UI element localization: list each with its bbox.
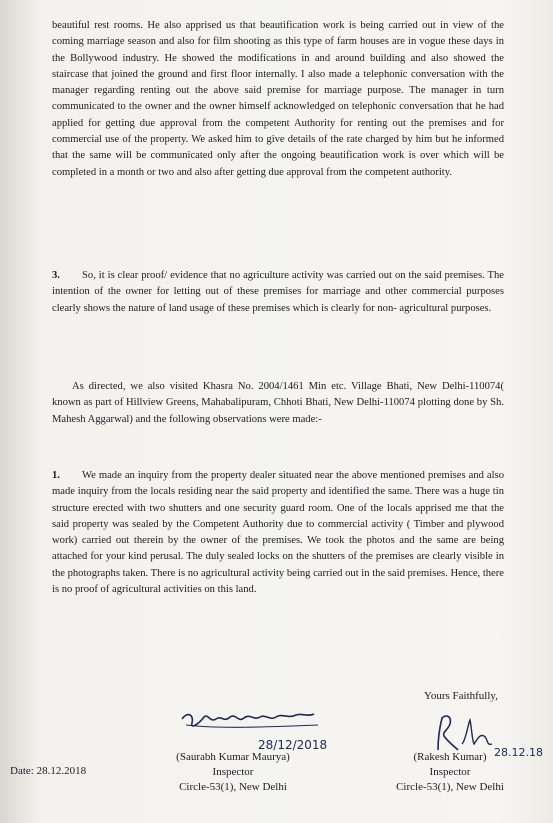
paragraph-rest-rooms	[52, 18, 504, 181]
signatory-designation: Inspector	[429, 766, 471, 778]
signatory-name: (Rakesh Kumar)	[413, 751, 487, 763]
signatory-block-1	[158, 750, 308, 795]
signature-date-2: 28.12.18	[494, 746, 543, 759]
paragraph-khasra-visit	[52, 379, 504, 428]
signatory-block-2	[380, 750, 520, 795]
paragraph-text: So, it is clear proof/ evidence that no agriculture activity was carried out on the said premises. The intention of the owner for letting out of these premises for marriage and other commercial purposes clearly shows the nature of land usage of these premises which is clearly for non- agricultural purposes.	[52, 270, 504, 314]
signatory-name: (Saurabh Kumar Maurya)	[176, 751, 290, 763]
closing-salutation: Yours Faithfully,	[424, 690, 498, 702]
signature-date-1: 28/12/2018	[258, 738, 328, 752]
document-date: Date: 28.12.2018	[10, 765, 87, 777]
paragraph-text: We made an inquiry from the property dealer situated near the above mentioned premises and also made inquiry from the locals residing near the said property and identified the same. There was a huge tin structure erected with two shutters and one security guard room. One of the locals apprised me that the said property was sealed by the Competent Authority due to commercial activity ( Timber and plywood work) carried out therein by the owner of the premises. We took the photos and the same are being attached for your kind perusal. The duly sealed locks on the shutters of the premises are clearly visible in the photographs taken. There is no agricultural activity being carried out in the said premises. Hence, there is no proof of agricultural activities on this land.	[52, 470, 504, 596]
paragraph-text: As directed, we also visited Khasra No. 2004/1461 Min etc. Village Bhati, New Delhi-110074( known as part of Hillview Greens, Mahabalipuram, Chhoti Bhati, New Delhi-110074 plotting done by Sh. Mahesh Aggarwal) and the following observations were made:-	[52, 381, 504, 425]
paragraph-body	[52, 268, 504, 317]
paragraph-number: 3.	[52, 270, 60, 281]
paragraph-text: beautiful rest rooms. He also apprised us that beautification work is being carried out in view of the coming marriage season and also for film shooting as this type of farm houses are in vogue these days in the Bollywood industry. He showed the modifications in and around building and also showed the staircase that joined the ground and first floor internally. I also made a telephonic conversation with the manager regarding renting out the above said premise for marriage purpose. The manager in turn communicated to the owner and the owner himself acknowledged on telephonic conversation that he had applied for getting due approval from the competent Authority for renting out the premises and for commercial use of the property. We asked him to give details of the rate charged by him but he informed that the same will be communicated only after the ongoing beautification work is over which will be completed in a month or two and also after getting due approval from the competent authority.	[52, 20, 504, 178]
signatory-office: Circle-53(1), New Delhi	[396, 781, 504, 793]
paragraph-1	[52, 468, 504, 598]
signatory-office: Circle-53(1), New Delhi	[179, 781, 287, 793]
paragraph-number: 1.	[52, 470, 60, 481]
paragraph-body	[52, 468, 504, 598]
paragraph-3	[52, 268, 504, 317]
signatory-designation: Inspector	[212, 766, 254, 778]
